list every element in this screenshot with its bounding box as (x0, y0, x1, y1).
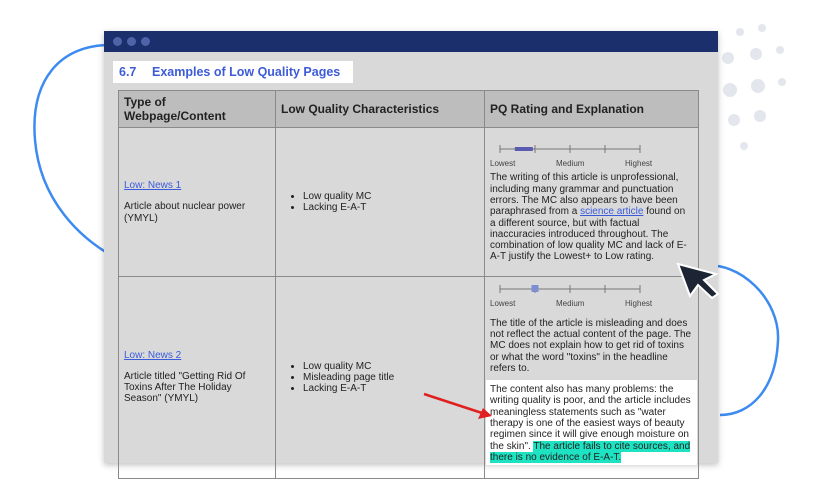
decorative-dots-right (700, 10, 820, 430)
column-header: Low Quality Characteristics (276, 91, 485, 128)
characteristic-item: • Lacking E-A-T (303, 202, 479, 213)
scale-high-label: Highest (625, 159, 653, 169)
low-quality-pages-table (118, 90, 699, 479)
section-number: 6.7 (119, 65, 137, 79)
section-title: Examples of Low Quality Pages (152, 65, 341, 79)
page-description: Article titled "Getting Rid Of Toxins After The Holiday Season" (YMYL) (124, 370, 246, 405)
page-type-cell (119, 276, 276, 478)
characteristics-cell (276, 276, 485, 478)
column-header: Type of Webpage/Content (119, 91, 276, 128)
rating-explanation: The title of the article is misleading and does not reflect the actual content of the page. The MC does not explain how to get rid of toxins or what the word "toxins" in the headline refers to. (490, 317, 692, 374)
highlighted-explanation-box (486, 380, 697, 465)
scale-high-label: Highest (625, 298, 653, 308)
example-link[interactable]: Low: News 2 (124, 349, 182, 361)
page-type-cell (119, 128, 276, 276)
rating-cell (485, 276, 699, 478)
science-article-link[interactable]: science article (580, 206, 644, 218)
table-row (119, 128, 699, 276)
characteristics-cell (276, 128, 485, 276)
characteristic-item: • Low quality MC (303, 361, 479, 372)
characteristic-item: • Low quality MC (303, 191, 479, 202)
table-row (119, 276, 699, 478)
column-header: PQ Rating and Explanation (485, 91, 699, 128)
page-description: Article about nuclear power (YMYL) (124, 201, 246, 224)
rating-cell (485, 128, 699, 276)
section-heading (113, 61, 353, 83)
table-header-row (119, 91, 699, 128)
scale-low-label: Lowest (490, 298, 516, 308)
rating-marker (515, 147, 533, 151)
highlighted-text: The article fails to cite sources, and there is no evidence of E-A-T. (490, 440, 691, 463)
document-window (104, 31, 718, 463)
rating-explanation (490, 172, 693, 262)
explanation-text: The writing of this article is unprofessional, including many grammar and punctuation errors. The MC also appears to have been paraphrased from a (490, 172, 679, 218)
mouse-cursor-icon (676, 262, 722, 300)
window-dot-icon (141, 37, 150, 46)
window-dot-icon (113, 37, 122, 46)
scale-mid-label: Medium (556, 298, 585, 308)
characteristic-item: • Misleading page title (303, 372, 479, 383)
example-link[interactable]: Low: News 1 (124, 180, 182, 192)
rating-marker (532, 285, 539, 292)
red-annotation-arrow-icon (420, 388, 500, 428)
scale-mid-label: Medium (556, 159, 585, 169)
rating-scale (490, 143, 660, 169)
explanation-text: found on a different source, but with factual inaccuracies introduced throughout. The combination of low quality MC and lack of E-A-T justify the Lowest+ to Low rating. (490, 206, 687, 263)
window-dot-icon (127, 37, 136, 46)
window-titlebar (104, 31, 718, 52)
characteristic-item: • Lacking E-A-T (303, 383, 479, 394)
scale-low-label: Lowest (490, 159, 516, 169)
rating-scale (490, 283, 660, 309)
explanation-text: The content also has many problems: the writing quality is poor, and the article includes meaningless statements such as "water therapy is one of the easiest ways of beauty regimen since it will give enough moisture on the skin". (490, 384, 691, 452)
